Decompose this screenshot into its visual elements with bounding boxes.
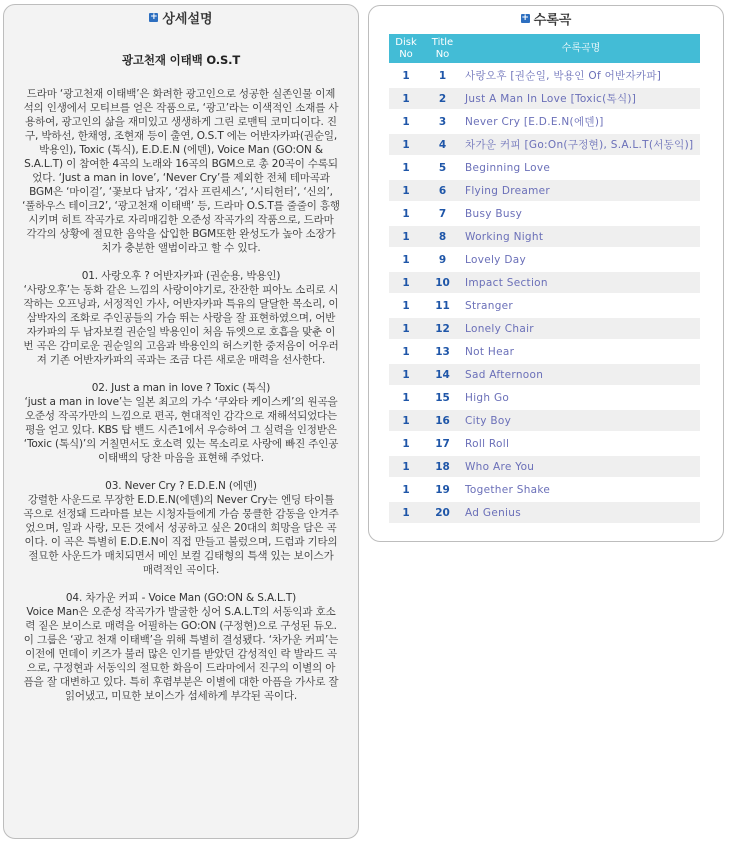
album-title: 광고천재 이태백 O.S.T (121, 53, 241, 67)
track-disk-no: 1 (389, 456, 423, 477)
table-header-row (389, 34, 700, 63)
track3-paragraph: 03. Never Cry ? E.D.E.N (에덴) 강렬한 사운드로 무장한 E.D.E.N(에덴)의 Never Cry는 엔딩 타이틀 곡으로 선정돼 드라마를 보는 시청자들에게 가슴 뭉클한 감동을 안겨주었으며, 일과 사랑, 모든 것에서 성공하고 싶은 20대의 희망을 담은 곡이다. 이 곡은 특별히 E.D.E.N이 직접 만들고 불렀으며, 드럼과 기타의 절묘한 사운드가 매치되면서 메인 보컬 김태형의 특색 있는 보이스가 매력적인 곡이다. (23, 480, 339, 576)
track-title-link[interactable]: 사랑오후 [권순일, 박용인 Of 어반자카파] (462, 65, 700, 86)
track-title-link[interactable]: Working Night (462, 226, 700, 247)
table-row (389, 272, 700, 293)
table-row (389, 502, 700, 523)
track-disk-no: 1 (389, 226, 423, 247)
track-disk-no: 1 (389, 65, 423, 86)
table-row (389, 226, 700, 247)
track-disk-no: 1 (389, 180, 423, 201)
track-title-no: 2 (423, 88, 462, 109)
track-disk-no: 1 (389, 341, 423, 362)
track-disk-no: 1 (389, 272, 423, 293)
track-disk-no: 1 (389, 203, 423, 224)
track-title-no: 19 (423, 479, 462, 500)
description-header-label: 상세설명 (162, 11, 213, 27)
track-title-link[interactable]: Together Shake (462, 479, 700, 500)
table-row (389, 249, 700, 270)
track-title-no: 4 (423, 134, 462, 155)
track-disk-no: 1 (389, 157, 423, 178)
track-title-link[interactable]: Stranger (462, 295, 700, 316)
table-row (389, 88, 700, 109)
track-title-link[interactable]: Never Cry [E.D.E.N(에덴)] (462, 111, 700, 132)
track-title-link[interactable]: City Boy (462, 410, 700, 431)
track-disk-no: 1 (389, 318, 423, 339)
track-title-link[interactable]: Beginning Love (462, 157, 700, 178)
track-title-no: 1 (423, 65, 462, 86)
track-title-link[interactable]: Not Hear (462, 341, 700, 362)
track-title-no: 10 (423, 272, 462, 293)
table-row (389, 364, 700, 385)
track-title-link[interactable]: Lonely Chair (462, 318, 700, 339)
track-disk-no: 1 (389, 88, 423, 109)
track-disk-no: 1 (389, 249, 423, 270)
track-disk-no: 1 (389, 387, 423, 408)
intro-paragraph: 드라마 ‘광고천재 이태백’은 화려한 광고인으로 성공한 실존인물 이제석의 인생에서 모티브를 얻은 작품으로, ‘광고’라는 이색적인 소재를 사용하여, 광고인의 삶을 재미있고 생생하게 그린 로맨틱 코미디이다. 진구, 박하선, 한채영, 조현재 등이 출연, O.S.T 에는 어반자카파(권순일, 박용인), Toxic (톡식), E.D.E.N (에덴), Voice Man (GO:ON & S.A.L.T) 이 참여한 4곡의 노래와 16곡의 BGM으로 총 20곡이 수록되었다. ‘Just a man in love’, ‘Never Cry’를 제외한 전체 테마곡과 BGM은 ‘마이걸’, ‘꽃보다 남자’, ‘검사 프린세스’, ‘시티헌터’, ‘신의’, ‘풀하우스 테이크2’, ‘광고천재 이태백’ 등, 드라마 O.S.T를 줄줄이 흥행시키며 히트 작곡가로 자리매김한 오준성 작곡가의 작품으로, 드라마 각각의 상황에 절묘한 음악을 삽입한 BGM또한 완성도가 높아 소장가치가 충분한 앨범이라고 할 수 있다. (22, 88, 340, 254)
title-no-header: Title No (423, 34, 462, 63)
track-title-no: 11 (423, 295, 462, 316)
table-row (389, 65, 700, 86)
track1-paragraph: 01. 사랑오후 ? 어반자카파 (권순용, 박용인) ‘사랑오후’는 동화 같은 느낌의 사랑이야기로, 잔잔한 피아노 소리로 시작하는 오프닝과, 서정적인 가사, 어반자카파 특유의 달달한 목소리, 이 삼박자의 조화로 주인공들의 가슴 뛰는 사랑을 잘 표현하였으며, 어반자카파의 두 남자보컬 권순일 박용인이 처음 듀엣으로 호흡을 맞춘 이번 곡은 감미로운 권순일의 고음과 박용인의 허스키한 중저음이 어우러져 기존 어반자카파의 곡과는 조금 다른 새로운 매력을 선사한다. (23, 270, 339, 366)
track-title-link[interactable]: Roll Roll (462, 433, 700, 454)
disk-no-header: Disk No (389, 34, 423, 63)
track-title-link[interactable]: Ad Genius (462, 502, 700, 523)
track-title-no: 3 (423, 111, 462, 132)
track-disk-no: 1 (389, 111, 423, 132)
table-row (389, 410, 700, 431)
table-row (389, 318, 700, 339)
track-title-no: 17 (423, 433, 462, 454)
description-panel (3, 4, 359, 839)
description-header (4, 5, 358, 29)
track-disk-no: 1 (389, 410, 423, 431)
track-disk-no: 1 (389, 364, 423, 385)
track4-paragraph: 04. 차가운 커피 - Voice Man (GO:ON & S.A.L.T) Voice Man은 오준성 작곡가가 발굴한 싱어 S.A.L.T의 서동익과 호소력 짙은 보이스로 매력을 어필하는 GO:ON (구정현)으로 구성된 듀오. 이 그룹은 ‘광고 천재 이태백’을 위해 특별히 결성됐다. ‘차가운 커피’는 이전에 먼데이 키즈가 불러 많은 인기를 받았던 감성적인 락 발라드 곡으로, 구정현과 서동익의 절묘한 화음이 드라마에서 진구의 이별의 아픔을 잘 대변하고 있다. 특히 후렴부분은 이별에 대한 아픔을 가사로 잘 읽어냈고, 미묘한 보이스가 섬세하게 부각된 곡이다. (23, 592, 339, 702)
track-disk-no: 1 (389, 295, 423, 316)
track-title-no: 12 (423, 318, 462, 339)
table-row (389, 479, 700, 500)
track-title-no: 18 (423, 456, 462, 477)
table-row (389, 157, 700, 178)
tracklist-panel (368, 5, 724, 542)
table-row (389, 295, 700, 316)
track-table (389, 32, 700, 525)
table-row (389, 456, 700, 477)
table-row (389, 134, 700, 155)
table-row (389, 387, 700, 408)
track-title-no: 9 (423, 249, 462, 270)
track-title-no: 7 (423, 203, 462, 224)
track-title-link[interactable]: Lovely Day (462, 249, 700, 270)
table-row (389, 180, 700, 201)
track-title-link[interactable]: Who Are You (462, 456, 700, 477)
track-title-link[interactable]: Just A Man In Love [Toxic(톡식)] (462, 88, 700, 109)
plus-icon: + (150, 11, 158, 22)
description-body (4, 29, 358, 703)
table-row (389, 203, 700, 224)
track2-paragraph: 02. Just a man in love ? Toxic (톡식) ‘just a man in love’는 일본 최고의 가수 ‘쿠와타 케이스케’의 원곡을 오준성 작곡가만의 느낌으로 편곡, 현대적인 감각으로 재해석되었다는 평을 얻고 있다. KBS 탑 밴드 시즌1에서 우승하여 그 실력을 인정받은 ‘Toxic (톡식)’의 거칠면서도 호소력 있는 목소리로 사랑에 빠진 주인공 이태백의 당찬 마음을 표현해 주었다. (23, 382, 339, 464)
table-row (389, 341, 700, 362)
track-title-no: 8 (423, 226, 462, 247)
tracklist-header (369, 6, 723, 30)
track-title-no: 20 (423, 502, 462, 523)
track-disk-no: 1 (389, 502, 423, 523)
table-row (389, 433, 700, 454)
plus-icon: + (521, 12, 529, 23)
track-title-link[interactable]: Sad Afternoon (462, 364, 700, 385)
track-disk-no: 1 (389, 479, 423, 500)
track-title-no: 14 (423, 364, 462, 385)
track-title-no: 16 (423, 410, 462, 431)
track-title-no: 15 (423, 387, 462, 408)
track-list (389, 65, 700, 523)
track-title-link[interactable]: High Go (462, 387, 700, 408)
track-title-link[interactable]: Impact Section (462, 272, 700, 293)
track-title-link[interactable]: Flying Dreamer (462, 180, 700, 201)
tracklist-header-label: 수록곡 (533, 12, 572, 28)
table-row (389, 111, 700, 132)
track-title-no: 13 (423, 341, 462, 362)
track-disk-no: 1 (389, 134, 423, 155)
track-title-no: 5 (423, 157, 462, 178)
song-title-header: 수록곡명 (462, 34, 700, 63)
track-title-link[interactable]: 차가운 커피 [Go:On(구정현), S.A.L.T(서동익)] (462, 134, 700, 155)
track-title-link[interactable]: Busy Busy (462, 203, 700, 224)
track-title-no: 6 (423, 180, 462, 201)
track-disk-no: 1 (389, 433, 423, 454)
